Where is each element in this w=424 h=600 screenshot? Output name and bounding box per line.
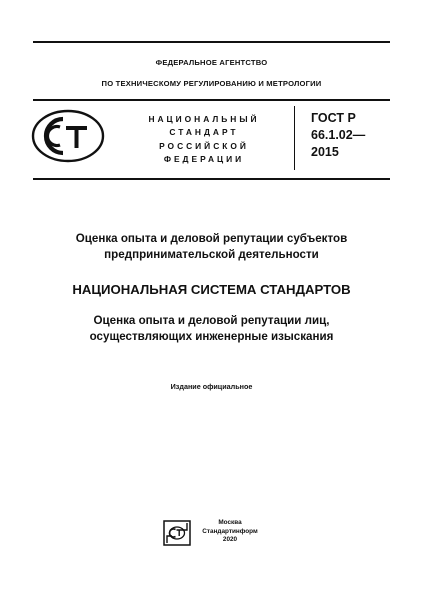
main-title xyxy=(33,313,390,344)
designation-line: 2015 xyxy=(311,145,339,159)
series-title-line: Оценка опыта и деловой репутации субъектов xyxy=(75,232,348,245)
gost-r-certification-mark-icon xyxy=(30,108,106,164)
agency-line-1: ФЕДЕРАЛЬНОЕ АГЕНТСТВО xyxy=(155,58,268,67)
header-bottom-rule xyxy=(33,178,390,180)
edition-label: Издание официальное xyxy=(170,382,253,391)
standartinform-logo-icon xyxy=(163,520,191,546)
main-title-line: Оценка опыта и деловой репутации лиц, xyxy=(93,314,330,327)
agency-rule xyxy=(33,99,390,101)
standard-designation xyxy=(311,110,391,161)
designation-line: ГОСТ Р xyxy=(311,111,356,125)
designation-line: 66.1.02— xyxy=(311,128,366,142)
standard-type xyxy=(124,113,284,167)
publisher-year: 2020 xyxy=(222,536,238,544)
series-title-line: предпринимательской деятельности xyxy=(104,247,319,261)
top-rule xyxy=(33,41,390,43)
standard-type-line: ФЕДЕРАЦИИ xyxy=(163,154,245,165)
standard-type-line: НАЦИОНАЛЬНЫЙ xyxy=(148,114,260,124)
publisher-name: Стандартинформ xyxy=(202,527,258,535)
publisher-city: Москва xyxy=(218,519,242,526)
publisher-imprint xyxy=(198,519,262,545)
standard-type-line: РОССИЙСКОЙ xyxy=(159,140,249,151)
system-title: НАЦИОНАЛЬНАЯ СИСТЕМА СТАНДАРТОВ xyxy=(72,282,351,297)
main-title-line: осуществляющих инженерные изыскания xyxy=(89,329,334,343)
series-title xyxy=(33,231,390,262)
vertical-divider xyxy=(294,106,295,170)
agency-line-2: ПО ТЕХНИЧЕСКОМУ РЕГУЛИРОВАНИЮ И МЕТРОЛОГИИ xyxy=(101,79,322,88)
standard-type-line: СТАНДАРТ xyxy=(169,127,239,138)
